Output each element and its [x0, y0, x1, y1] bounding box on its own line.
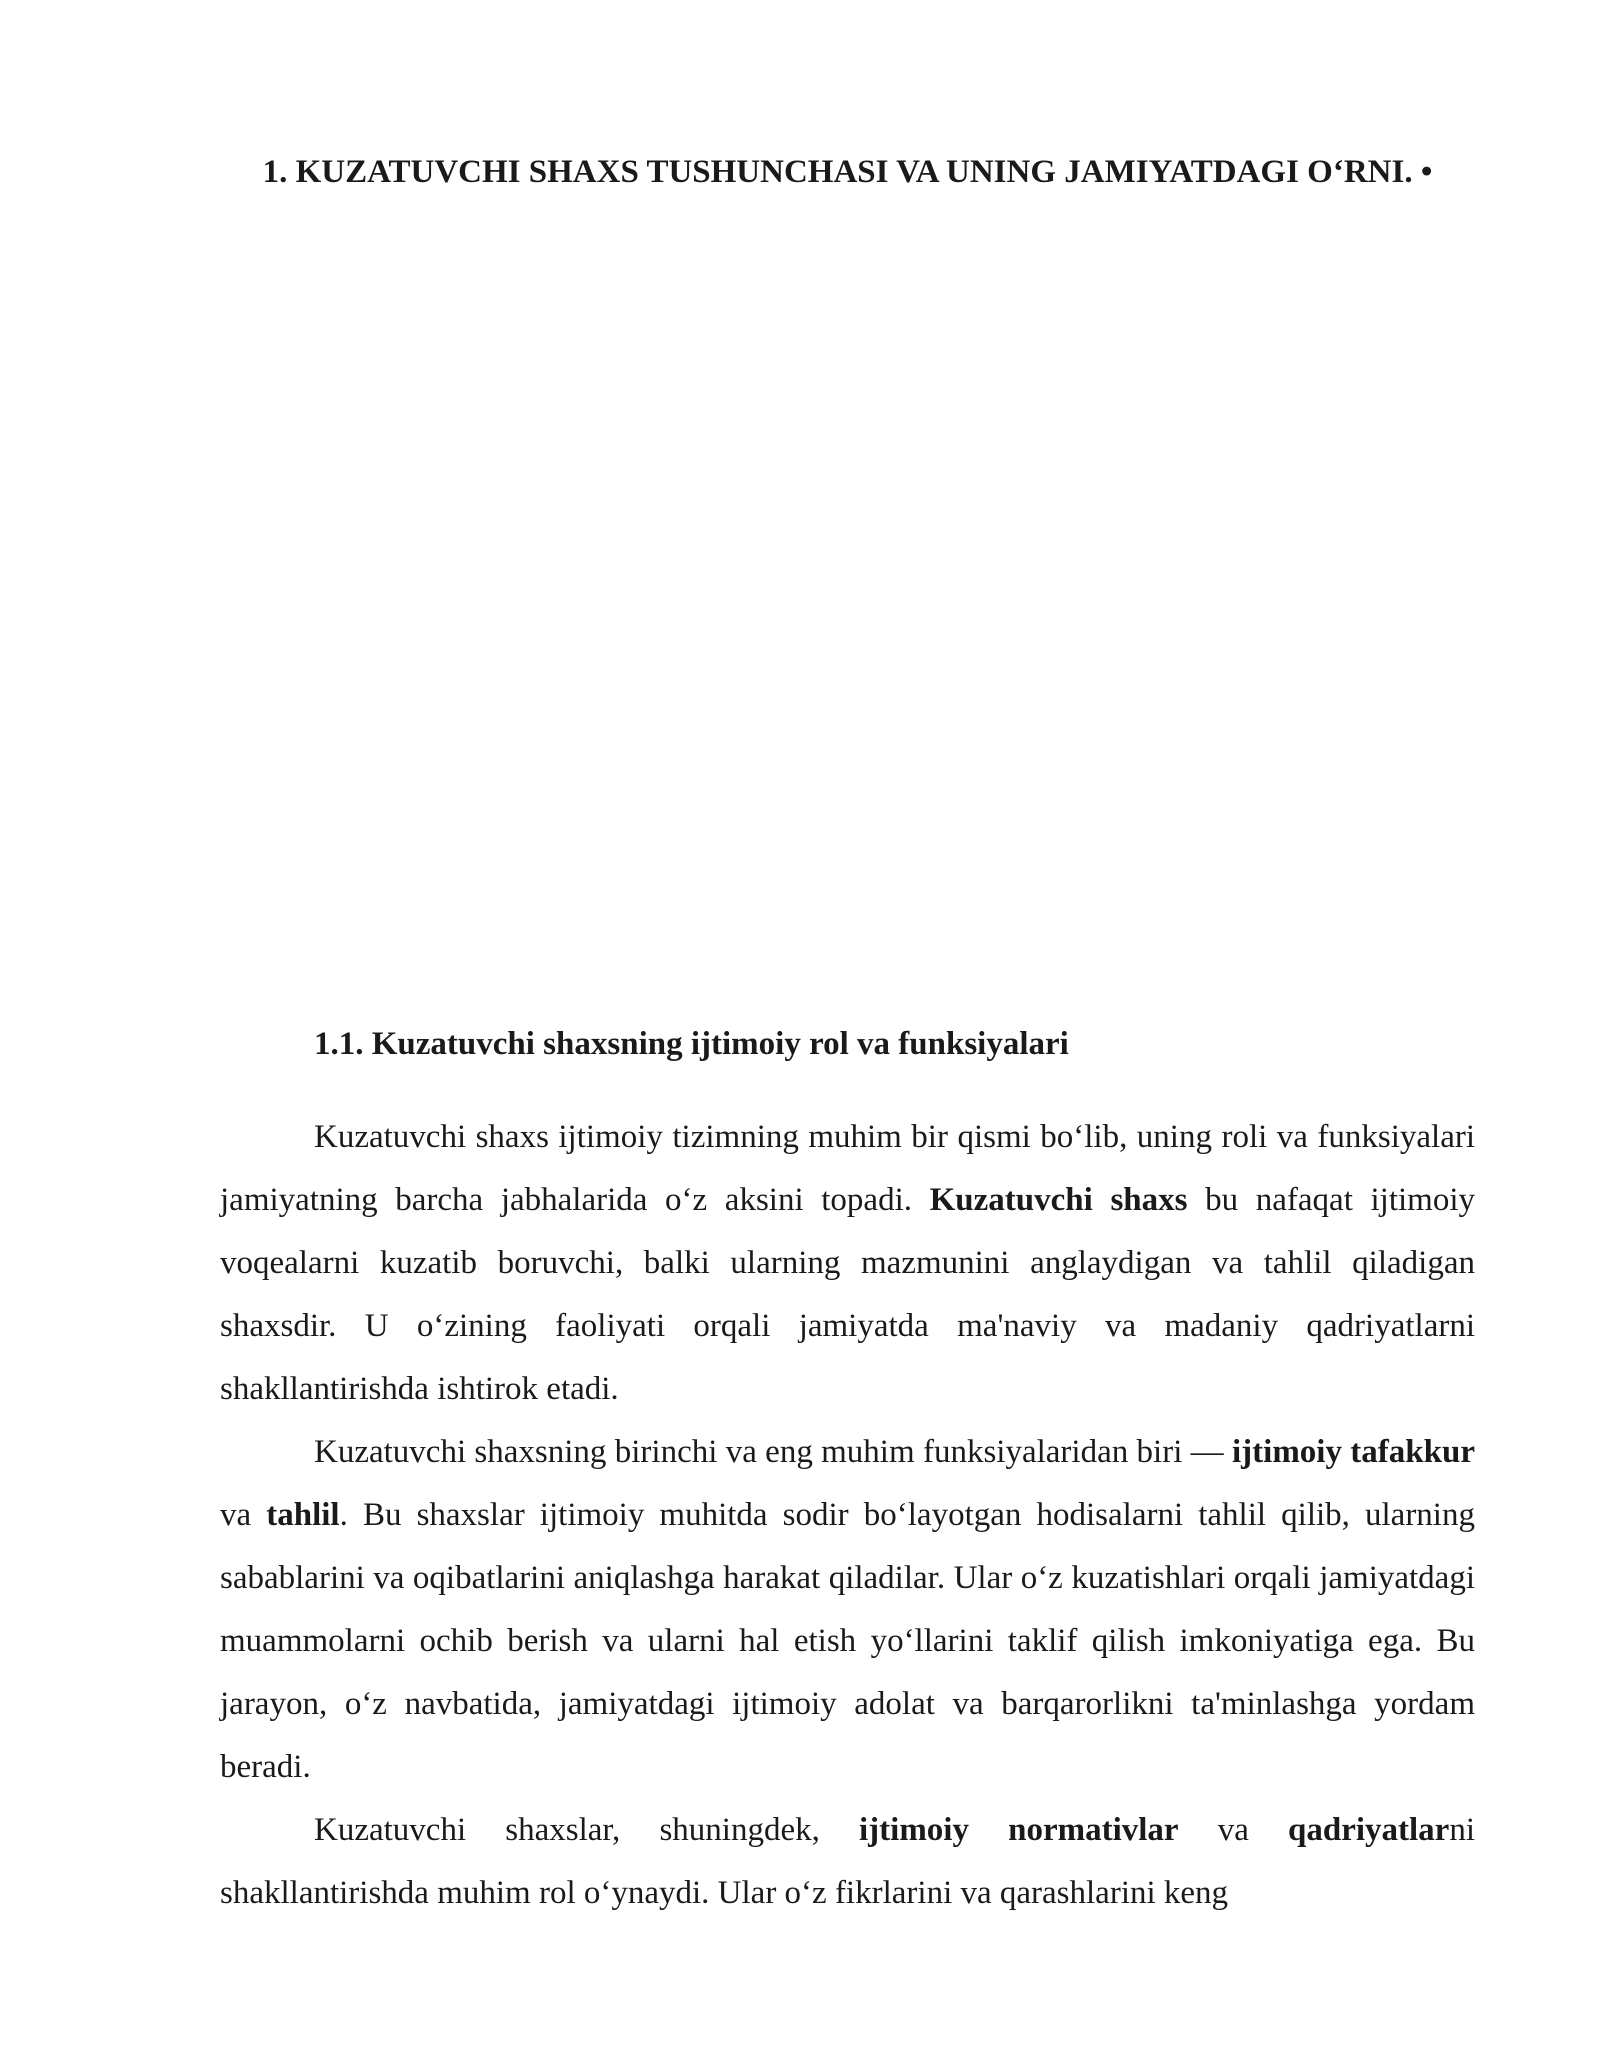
term-kuzatuvchi-shaxs: Kuzatuvchi shaxs — [929, 1182, 1188, 1218]
term-ijtimoiy-tafakkur: ijtimoiy tafakkur — [1232, 1434, 1475, 1470]
paragraph-3 — [220, 1799, 1475, 1925]
chapter-title: 1. KUZATUVCHI SHAXS TUSHUNCHASI VA UNING JAMIYATDAGI O‘RNI. • — [262, 154, 1433, 190]
term-qadriyatlar: qadriyatlar — [1288, 1812, 1450, 1848]
paragraph-1-text: Kuzatuvchi shaxs ijtimoiy tizimning muhim bir qismi bo‘lib, uning roli va funksiyalari jamiyatning barcha jabhalarida o‘z aksini topadi. — [220, 1119, 1475, 1218]
paragraph-3-text: ni shakllantirishda muhim rol o‘ynaydi. Ular o‘z fikrlarini va qarashlarini keng — [220, 1812, 1475, 1911]
paragraph-1 — [220, 1106, 1475, 1421]
paragraph-2-text: Kuzatuvchi shaxsning birinchi va eng muhim funksiyalaridan biri — — [314, 1434, 1232, 1470]
body-text — [220, 1106, 1475, 1925]
paragraph-1-text: bu nafaqat ijtimoiy voqealarni kuzatib boruvchi, balki ularning mazmunini anglaydigan va tahlil qiladigan shaxsdir. U o‘zining faoliyati orqali jamiyatda ma'naviy va madaniy qadriyatlarni shakllantirishda ishtirok etadi. — [220, 1182, 1476, 1407]
paragraph-2-text: . Bu shaxslar ijtimoiy muhitda sodir bo‘layotgan hodisalarni tahlil qilib, ularning sabablarini va oqibatlarini aniqlashga harakat qiladilar. Ular o‘z kuzatishlari orqali jamiyatdagi muammolarni ochib berish va ularni hal etish yo‘llarini taklif qilish imkoniyatiga ega. Bu jarayon, o‘z navbatida, jamiyatdagi ijtimoiy adolat va barqarorlikni ta'minlashga yordam beradi. — [220, 1497, 1475, 1785]
paragraph-2 — [220, 1421, 1475, 1799]
term-tahlil: tahlil — [266, 1497, 340, 1533]
paragraph-3-text: Kuzatuvchi shaxslar, shuningdek, — [314, 1812, 859, 1848]
section-title: 1.1. Kuzatuvchi shaxsning ijtimoiy rol va funksiyalari — [314, 1026, 1069, 1062]
paragraph-3-text: va — [1178, 1812, 1288, 1848]
term-ijtimoiy-normativlar: ijtimoiy normativlar — [859, 1812, 1179, 1848]
paragraph-2-text: va — [220, 1497, 267, 1533]
